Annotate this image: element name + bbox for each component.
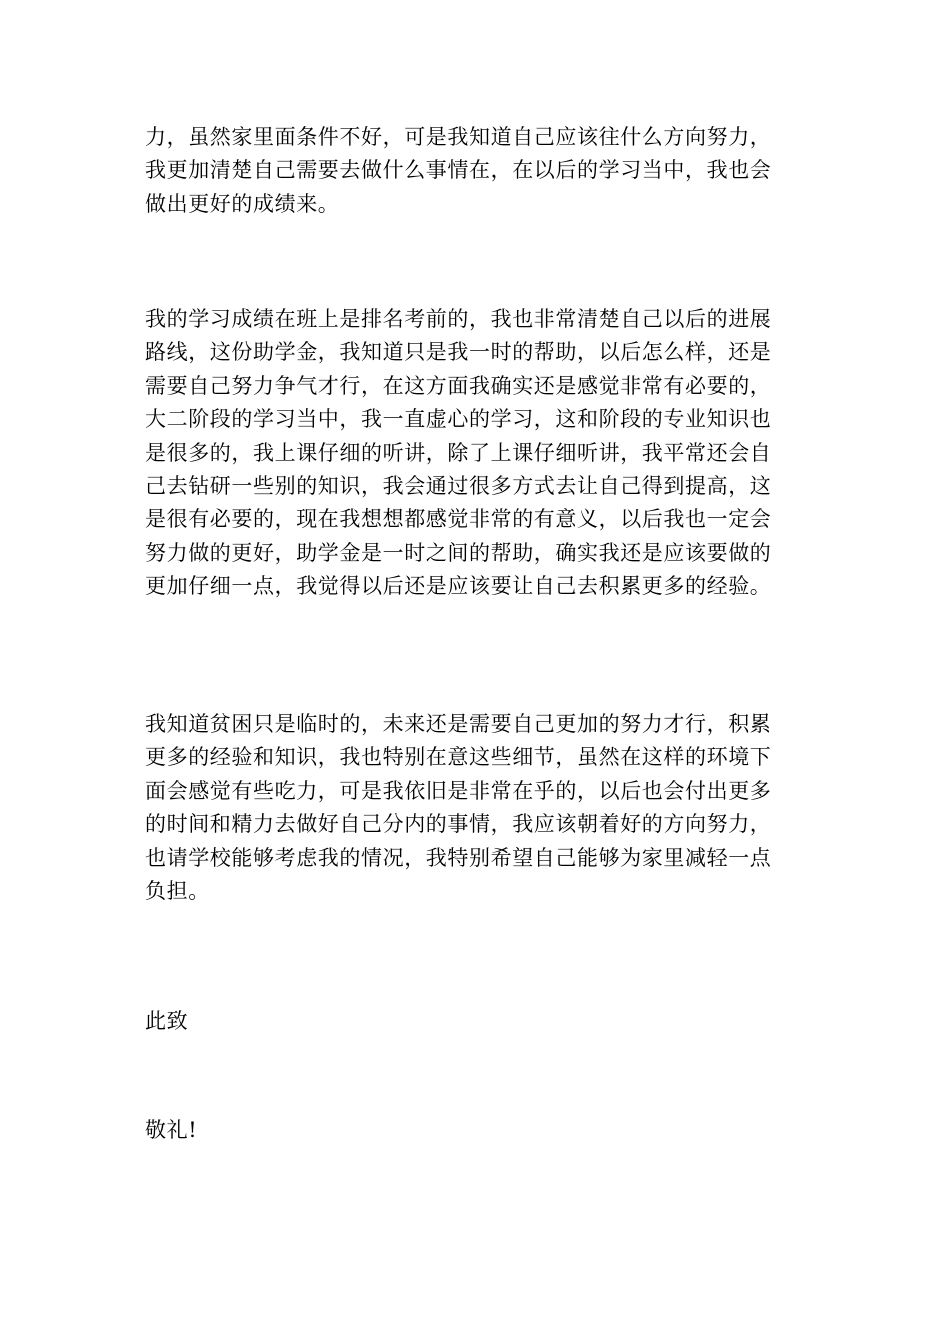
paragraph-line: 负担。: [145, 878, 210, 903]
paragraph-line: 我的学习成绩在班上是排名考前的，我也非常清楚自己以后的进展: [145, 307, 772, 331]
paragraph-line: 的时间和精力去做好自己分内的事情，我应该朝着好的方向努力，: [145, 812, 772, 837]
paragraph-line: 更多的经验和知识，我也特别在意这些细节，虽然在这样的环境下: [145, 745, 772, 770]
paragraph-line: 努力做的更好，助学金是一时之间的帮助，确实我还是应该要做的: [145, 540, 772, 565]
paragraph-line: 是很有必要的，现在我想想都感觉非常的有意义，以后我也一定会: [145, 507, 772, 532]
paragraph-line: 己去钻研一些别的知识，我会通过很多方式去让自己得到提高，这: [145, 473, 772, 498]
paragraph-line: 需要自己努力争气才行，在这方面我确实还是感觉非常有必要的，: [145, 373, 772, 398]
closing-line: 此致: [145, 1009, 189, 1033]
paragraph-line: 我知道贫困只是临时的，未来还是需要自己更加的努力才行，积累: [145, 712, 772, 736]
paragraph-line: 也请学校能够考虑我的情况，我特别希望自己能够为家里减轻一点: [145, 845, 772, 870]
paragraph-line: 大二阶段的学习当中，我一直虚心的学习，这和阶段的专业知识也: [145, 407, 772, 432]
paragraph-2: [145, 303, 815, 604]
paragraph-line: 路线，这份助学金，我知道只是我一时的帮助，以后怎么样，还是: [145, 340, 772, 365]
paragraph-line: 是很多的，我上课仔细的听讲，除了上课仔细听讲，我平常还会自: [145, 440, 772, 465]
paragraph-line: 做出更好的成绩来。: [145, 191, 340, 216]
paragraph-3: [145, 708, 815, 908]
paragraph-line: 面会感觉有些吃力，可是我依旧是非常在乎的，以后也会付出更多: [145, 778, 772, 803]
closing-regards: [145, 1114, 815, 1147]
paragraph-line: 力，虽然家里面条件不好，可是我知道自己应该往什么方向努力，: [145, 125, 772, 149]
closing-line: 敬礼!: [145, 1118, 198, 1142]
paragraph-line: 更加仔细一点，我觉得以后还是应该要让自己去积累更多的经验。: [145, 574, 772, 599]
closing-salutation: [145, 1005, 815, 1038]
paragraph-line: 我更加清楚自己需要去做什么事情在，在以后的学习当中，我也会: [145, 158, 772, 183]
paragraph-1: [145, 121, 815, 221]
